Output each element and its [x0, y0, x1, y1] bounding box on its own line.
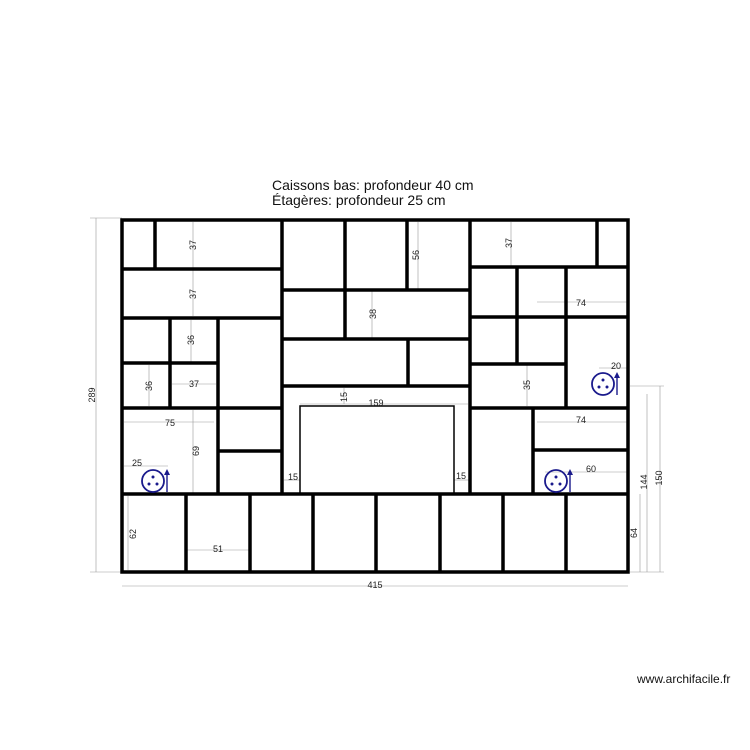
electrical-outlet-icon — [545, 469, 573, 492]
dim-right-150: 150 — [654, 470, 664, 486]
dim-right-74-b: 74 — [575, 415, 587, 425]
dim-left-25: 25 — [131, 458, 143, 468]
electrical-outlet-icon — [142, 469, 170, 492]
dim-left-37-b: 37 — [188, 288, 198, 300]
dim-fireplace-15-left: 15 — [287, 472, 299, 482]
title-line-1: Caissons bas: profondeur 40 cm — [272, 177, 474, 193]
dim-center-38: 38 — [368, 308, 378, 320]
dim-bottom-cell-51: 51 — [212, 544, 224, 554]
dim-right-37: 37 — [504, 237, 514, 249]
dim-left-75: 75 — [164, 418, 176, 428]
dim-fireplace-15-right: 15 — [455, 471, 467, 481]
dim-left-36-b: 36 — [144, 380, 154, 392]
title-line-2: Étagères: profondeur 25 cm — [272, 192, 446, 208]
dim-fireplace-159: 159 — [368, 398, 384, 408]
dim-right-20: 20 — [610, 361, 622, 371]
electrical-outlet-icon — [592, 372, 620, 395]
dim-right-64: 64 — [629, 527, 639, 539]
watermark: www.archifacile.fr — [637, 672, 731, 686]
dim-fireplace-15-top: 15 — [339, 391, 349, 403]
furniture-structure — [122, 220, 628, 572]
dim-left-36-a: 36 — [186, 334, 196, 346]
dim-right-60: 60 — [585, 464, 597, 474]
dim-height-total: 289 — [87, 387, 97, 403]
dim-left-37-c: 37 — [188, 379, 200, 389]
dim-width-total: 415 — [367, 580, 383, 590]
dim-left-69: 69 — [191, 445, 201, 457]
dim-right-144: 144 — [639, 474, 649, 490]
dim-bottom-left-62: 62 — [128, 528, 138, 540]
dim-center-56: 56 — [411, 249, 421, 261]
dim-left-37-a: 37 — [188, 239, 198, 251]
dim-right-35: 35 — [522, 379, 532, 391]
dim-right-74-a: 74 — [575, 298, 587, 308]
